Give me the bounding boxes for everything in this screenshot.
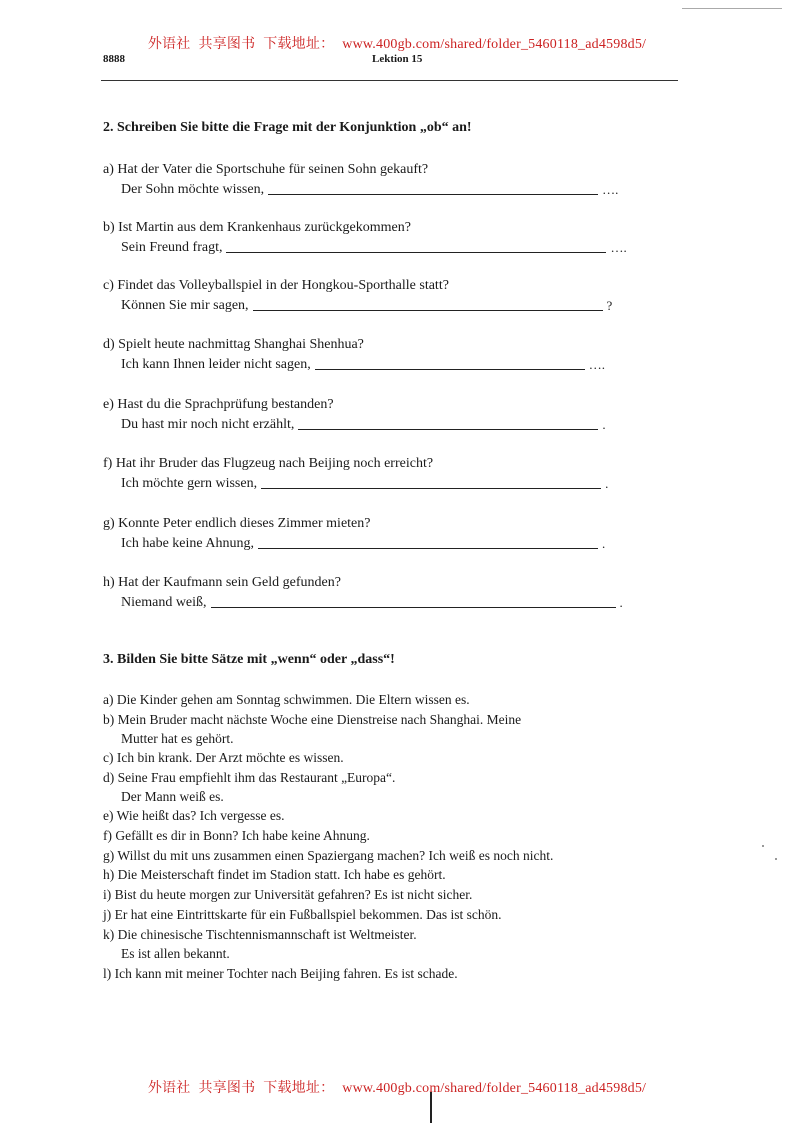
answer-blank[interactable]	[211, 607, 616, 608]
watermark-bottom	[0, 1077, 794, 1097]
watermark-part: 外语社	[147, 1081, 191, 1096]
question-text: e) Hast du die Sprachprüfung bestanden?	[103, 397, 334, 412]
answer-blank[interactable]	[315, 369, 585, 370]
answer-end: .	[601, 536, 606, 551]
exercise-item-b	[103, 218, 683, 258]
watermark-part: 下载地址：	[263, 1081, 335, 1096]
answer-prompt: Niemand weiß,	[121, 595, 207, 610]
question-text: g) Konnte Peter endlich dieses Zimmer mieten?	[103, 516, 371, 531]
page-number: 8888	[103, 53, 125, 65]
answer-blank[interactable]	[268, 194, 598, 195]
question-text: f) Hat ihr Bruder das Flugzeug nach Beijing noch erreicht?	[103, 456, 434, 471]
answer-blank[interactable]	[261, 488, 601, 489]
sentence-l: l) Ich kann mit meiner Tochter nach Beijing fahren. Es ist schade.	[103, 966, 458, 981]
question-text: h) Hat der Kaufmann sein Geld gefunden?	[103, 575, 341, 590]
question-text: d) Spielt heute nachmittag Shanghai Shenhua?	[103, 337, 364, 352]
exercise-item-h	[103, 573, 683, 613]
sentence-i: i) Bist du heute morgen zur Universität gefahren? Es ist nicht sicher.	[103, 887, 473, 902]
answer-prompt: Du hast mir noch nicht erzählt,	[121, 417, 295, 432]
sentence-k-cont: Es ist allen bekannt.	[121, 946, 230, 961]
sentence-k: k) Die chinesische Tischtennismannschaft ist Weltmeister.	[103, 927, 417, 942]
answer-prompt: Ich habe keine Ahnung,	[121, 536, 254, 551]
watermark-link[interactable]: www.400gb.com/shared/folder_5460118_ad4598d5/	[342, 37, 647, 52]
exercise-item-g	[103, 514, 683, 554]
scan-speck	[762, 845, 764, 847]
section-2-heading: 2. Schreiben Sie bitte die Frage mit der Konjunktion „ob“ an!	[103, 120, 472, 135]
watermark-part: 共享图书	[198, 37, 256, 52]
sentence-b: b) Mein Bruder macht nächste Woche eine Dienstreise nach Shanghai. Meine	[103, 712, 522, 727]
answer-end: ….	[588, 357, 605, 372]
exercise-item-a	[103, 160, 683, 200]
sentence-b-cont: Mutter hat es gehört.	[121, 731, 234, 746]
answer-blank[interactable]	[253, 310, 603, 311]
answer-blank[interactable]	[298, 429, 598, 430]
answer-blank[interactable]	[226, 252, 606, 253]
watermark-part: 外语社	[147, 37, 191, 52]
answer-end: ?	[606, 298, 613, 313]
sentence-j: j) Er hat eine Eintrittskarte für ein Fußballspiel bekommen. Das ist schön.	[103, 907, 502, 922]
answer-end: ….	[610, 240, 627, 255]
scan-speck	[775, 858, 777, 860]
answer-end: ….	[602, 182, 619, 197]
sentence-g: g) Willst du mit uns zusammen einen Spaziergang machen? Ich weiß es noch nicht.	[103, 848, 554, 863]
watermark-part: 共享图书	[198, 1081, 256, 1096]
scan-edge-mark	[682, 8, 782, 9]
sentence-f: f) Gefällt es dir in Bonn? Ich habe keine Ahnung.	[103, 828, 370, 843]
question-text: a) Hat der Vater die Sportschuhe für seinen Sohn gekauft?	[103, 162, 429, 177]
sentence-d: d) Seine Frau empfiehlt ihm das Restaurant „Europa“.	[103, 770, 396, 785]
sentence-a: a) Die Kinder gehen am Sonntag schwimmen. Die Eltern wissen es.	[103, 692, 470, 707]
answer-end: .	[602, 417, 606, 432]
sentence-h: h) Die Meisterschaft findet im Stadion statt. Ich habe es gehört.	[103, 867, 446, 882]
answer-blank[interactable]	[258, 548, 598, 549]
answer-prompt: Ich möchte gern wissen,	[121, 476, 258, 491]
answer-prompt: Sein Freund fragt,	[121, 240, 223, 255]
answer-end: .	[619, 595, 623, 610]
answer-prompt: Ich kann Ihnen leider nicht sagen,	[121, 357, 311, 372]
exercise-item-e	[103, 395, 683, 435]
exercise-item-c	[103, 276, 683, 316]
sentence-c: c) Ich bin krank. Der Arzt möchte es wissen.	[103, 750, 344, 765]
sentence-e: e) Wie heißt das? Ich vergesse es.	[103, 808, 285, 823]
answer-prompt: Der Sohn möchte wissen,	[121, 182, 265, 197]
question-text: b) Ist Martin aus dem Krankenhaus zurückgekommen?	[103, 220, 411, 235]
answer-end: .	[605, 476, 609, 491]
exercise-item-d	[103, 335, 683, 375]
exercise-item-f	[103, 454, 683, 494]
running-head: Lektion 15	[372, 53, 423, 65]
watermark-part: 下载地址：	[263, 37, 335, 52]
binding-gutter-line	[430, 1092, 432, 1123]
watermark-link[interactable]: www.400gb.com/shared/folder_5460118_ad4598d5/	[342, 1081, 647, 1096]
section-3-heading: 3. Bilden Sie bitte Sätze mit „wenn“ oder „dass“!	[103, 652, 395, 667]
answer-prompt: Können Sie mir sagen,	[121, 298, 249, 313]
header-divider	[101, 80, 678, 81]
watermark-top	[0, 33, 794, 53]
question-text: c) Findet das Volleyballspiel in der Hongkou-Sporthalle statt?	[103, 278, 449, 293]
sentence-d-cont: Der Mann weiß es.	[121, 789, 224, 804]
